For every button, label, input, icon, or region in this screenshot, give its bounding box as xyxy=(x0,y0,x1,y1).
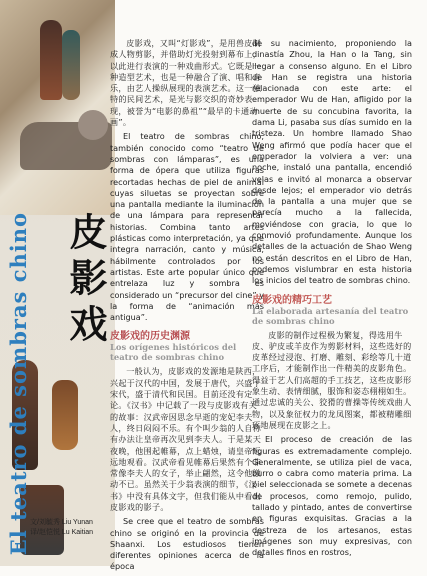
puppeteer-photo xyxy=(0,0,115,215)
paragraph-chinese: 皮影的制作过程极为繁复，得选用牛皮、驴皮或羊皮作为剪影材料，这些选好的皮革经过浸泡、打磨、雕刻、彩绘等几十道工序后，才能制作出一件精美的皮影角色。得益于艺人们高超的手工技艺，这些皮影形象生动、表情细腻，服饰和姿态栩栩如生。通过忠诚的关公、狡猾的曹操等传统戏曲人物，以及象征权力的龙凤图案，都被精雕细琢地展现在皮影之上。 xyxy=(252,329,412,430)
paragraph-spanish: El proceso de creación de las figuras es extremadamente complejo. Generalmente, se utiliza piel de vaca, burro o cabra como materia prima. La piel seleccionada se somete a decenas de procesos, como remojo, pulido, tallado y pintado, antes de convertirse en figuras exquisitas. Gracias a la destreza de los artesanos, estas imágenes son muy expresivas, con detalles finos en rostros, xyxy=(252,434,412,558)
paragraph-spanish: Se cree que el teatro de sombras chino se originó en la provincia de Shaanxi. Los estudiosos tienen diferentes opiniones acerca de la época xyxy=(110,516,264,572)
section-heading-spanish: La elaborada artesanía del teatro de sombras chino xyxy=(252,305,409,326)
photo-strip xyxy=(0,0,115,566)
shadow-puppet-figure xyxy=(62,30,80,100)
credits xyxy=(30,518,93,538)
paragraph-spanish: de su nacimiento, proponiendo la dinastía Zhou, la Han o la Tang, sin llegar a consenso alguno. En el Libro de Han se registra una historia relacionada con este arte: el emperador Wu de Han, afligido por la muerte de su concubina favorita, la dama Li, pasaba sus días sumido en la tristeza. Un hombre llamado Shao Weng afirmó que podía hacer que el emperador la volviera a ver: una noche, instaló una pantalla, encendió velas e invitó al monarca a observar desde lejos; el emperador vio detrás de la pantalla a una mujer que se parecía mucho a la fallecida, moviéndose con gracia, lo que lo conmovió profundamente. Aunque los detalles de la actuación de Shao Weng no están descritos en el Libro de Han, podemos vislumbrar en esta historia los inicios del teatro de sombras chino. xyxy=(252,38,412,286)
article-column-middle xyxy=(110,38,264,576)
translator-credit: 译/赵恺悦 Lu Kaitian xyxy=(30,529,94,536)
paragraph-chinese: 一般认为，皮影戏的发源地是陕西，兴起于汉代的中国，发展于唐代，兴盛于宋代，盛于清代和民国。目前还没有定论。《汉书》中记载了一段与皮影戏有关的故事：汉武帝因思念早逝的宠妃李夫人，终日闷闷不乐。有个叫少翁的人自称有办法让皇帝再次见到李夫人。于是某天夜晚，他围起帷幕，点上蜡烛，请皇帝远远地观看。汉武帝看见帷幕后果然有个非常像李夫人的女子，举止翩然，这令他激动不已。虽然关于少翁表演的细节，《汉书》中没有具体文字，但我们能从中看出皮影戏的影子。 xyxy=(110,366,262,512)
author-credit: 文/刘毓秀 Liu Yunan xyxy=(30,519,93,526)
shadow-puppet-figure xyxy=(52,380,78,450)
title-spanish: El teatro de sombras chino xyxy=(6,212,31,556)
article-column-right xyxy=(252,38,412,561)
paragraph-chinese: 皮影戏，又叫“灯影戏”，是用兽皮制成人物剪影，并借助灯光投射到幕布上，以此进行表演的一种戏曲形式。它既是一种造型艺术，也是一种融合了演、唱和音乐，由艺人操纵展现的表演艺术。这一独特的民间艺术，是光与影交织的奇妙表现，被誉为“电影的鼻祖”“最早的卡通动画”。 xyxy=(110,38,262,128)
title-chinese: 皮影戏 xyxy=(63,212,108,350)
section-heading-spanish: Los orígenes históricos del teatro de sombras chino xyxy=(110,342,237,363)
shadow-puppet-figure xyxy=(40,20,62,100)
section-heading-chinese: 皮影戏的精巧工艺 xyxy=(252,294,332,306)
section-heading-chinese: 皮影戏的历史渊源 xyxy=(110,331,190,343)
puppeteer-head xyxy=(78,110,108,140)
paragraph-spanish: El teatro de sombras chino, también conocido como “teatro de sombras con lámparas”, es una forma de ópera que utiliza figuras recortadas hechas de piel de animal cuyas siluetas se proyectan sobre una pantalla mediante la iluminación de una lámpara para representar historias. Combina tanto artes plásticas como interpretación, ya que integra narración, canto y música, hábilmente controlados por los artistas. Este arte popular único que entrelaza luz y sombra es considerado un “precursor del cine” y la forma de “animación más antigua”. xyxy=(110,131,264,323)
